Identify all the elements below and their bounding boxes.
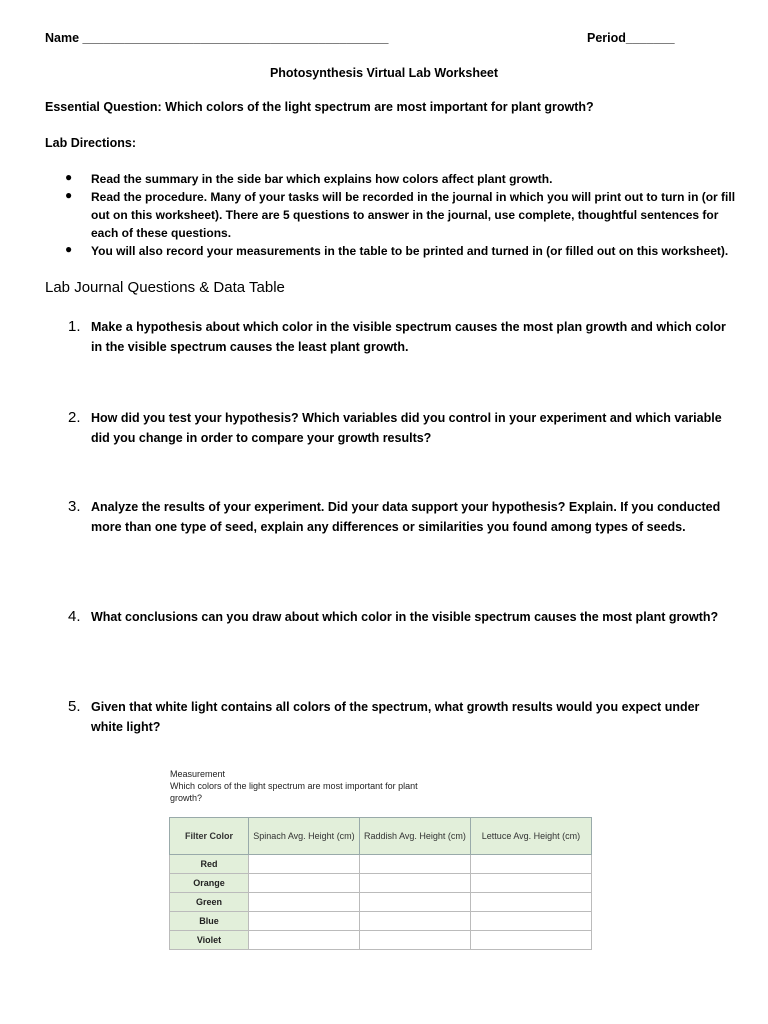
table-row bbox=[170, 874, 592, 893]
column-header: Filter Color bbox=[170, 818, 249, 855]
table-cell[interactable] bbox=[249, 893, 360, 912]
question-number: 5. bbox=[68, 698, 81, 715]
measurement-question: Which colors of the light spectrum are most important for plant growth? bbox=[170, 781, 418, 803]
question-number: 2. bbox=[68, 409, 81, 426]
column-header: Raddish Avg. Height (cm) bbox=[360, 818, 471, 855]
direction-item: Read the procedure. Many of your tasks will be recorded in the journal in which you will print out to turn in (or fill out on this worksheet). There are 5 questions to answer in the journal, use complete, thoughtful sentences for each of these questions. bbox=[91, 190, 736, 240]
row-label: Green bbox=[170, 893, 249, 912]
direction-item: You will also record your measurements in the table to be printed and turned in (or filled out on this worksheet). bbox=[91, 244, 729, 258]
table-cell[interactable] bbox=[471, 893, 592, 912]
essential-question-text: Which colors of the light spectrum are most important for plant growth? bbox=[161, 100, 594, 114]
table-cell[interactable] bbox=[360, 855, 471, 874]
table-cell[interactable] bbox=[249, 874, 360, 893]
period-field-label: Period_______ bbox=[587, 31, 675, 45]
table-row bbox=[170, 893, 592, 912]
table-cell[interactable] bbox=[249, 912, 360, 931]
question-number: 4. bbox=[68, 608, 81, 625]
table-cell[interactable] bbox=[471, 874, 592, 893]
name-field-label: Name ____________________________________________ bbox=[45, 31, 389, 45]
table-cell[interactable] bbox=[249, 855, 360, 874]
journal-heading: Lab Journal Questions & Data Table bbox=[45, 279, 285, 296]
question-number: 1. bbox=[68, 318, 81, 335]
table-row bbox=[170, 855, 592, 874]
table-cell[interactable] bbox=[360, 893, 471, 912]
essential-question bbox=[45, 98, 594, 116]
table-row bbox=[170, 931, 592, 950]
direction-item: Read the summary in the side bar which explains how colors affect plant growth. bbox=[91, 172, 553, 186]
measurement-title: Measurement bbox=[170, 769, 226, 779]
table-cell[interactable] bbox=[471, 931, 592, 950]
row-label: Orange bbox=[170, 874, 249, 893]
table-cell[interactable] bbox=[249, 931, 360, 950]
question-text: Make a hypothesis about which color in the visible spectrum causes the most plan growth and which color in the visible spectrum causes the least plant growth. bbox=[91, 320, 726, 354]
question-text: Given that white light contains all colors of the spectrum, what growth results would you expect under white light? bbox=[91, 700, 700, 734]
table-row bbox=[170, 912, 592, 931]
table-cell[interactable] bbox=[471, 855, 592, 874]
question-text: How did you test your hypothesis? Which variables did you control in your experiment and which variable did you change in order to compare your growth results? bbox=[91, 411, 722, 445]
bullet-icon: ● bbox=[65, 170, 73, 184]
row-label: Violet bbox=[170, 931, 249, 950]
column-header: Lettuce Avg. Height (cm) bbox=[471, 818, 592, 855]
bullet-icon: ● bbox=[65, 188, 73, 202]
lab-directions-label: Lab Directions: bbox=[45, 136, 136, 150]
table-header-row bbox=[170, 818, 592, 855]
worksheet-title: Photosynthesis Virtual Lab Worksheet bbox=[269, 66, 499, 80]
essential-question-label: Essential Question: bbox=[45, 100, 162, 114]
row-label: Red bbox=[170, 855, 249, 874]
column-header: Spinach Avg. Height (cm) bbox=[249, 818, 360, 855]
question-text: What conclusions can you draw about which color in the visible spectrum causes the most plant growth? bbox=[91, 610, 719, 624]
measurement-table bbox=[169, 817, 592, 950]
measurement-caption bbox=[170, 768, 590, 804]
table-cell[interactable] bbox=[360, 931, 471, 950]
table-cell[interactable] bbox=[360, 874, 471, 893]
row-label: Blue bbox=[170, 912, 249, 931]
bullet-icon: ● bbox=[65, 242, 73, 256]
question-number: 3. bbox=[68, 498, 81, 515]
table-cell[interactable] bbox=[471, 912, 592, 931]
table-cell[interactable] bbox=[360, 912, 471, 931]
question-text: Analyze the results of your experiment. Did your data support your hypothesis? Explain. If you conducted more than one type of seed, explain any differences or similarities you found among types of seeds. bbox=[91, 500, 721, 534]
